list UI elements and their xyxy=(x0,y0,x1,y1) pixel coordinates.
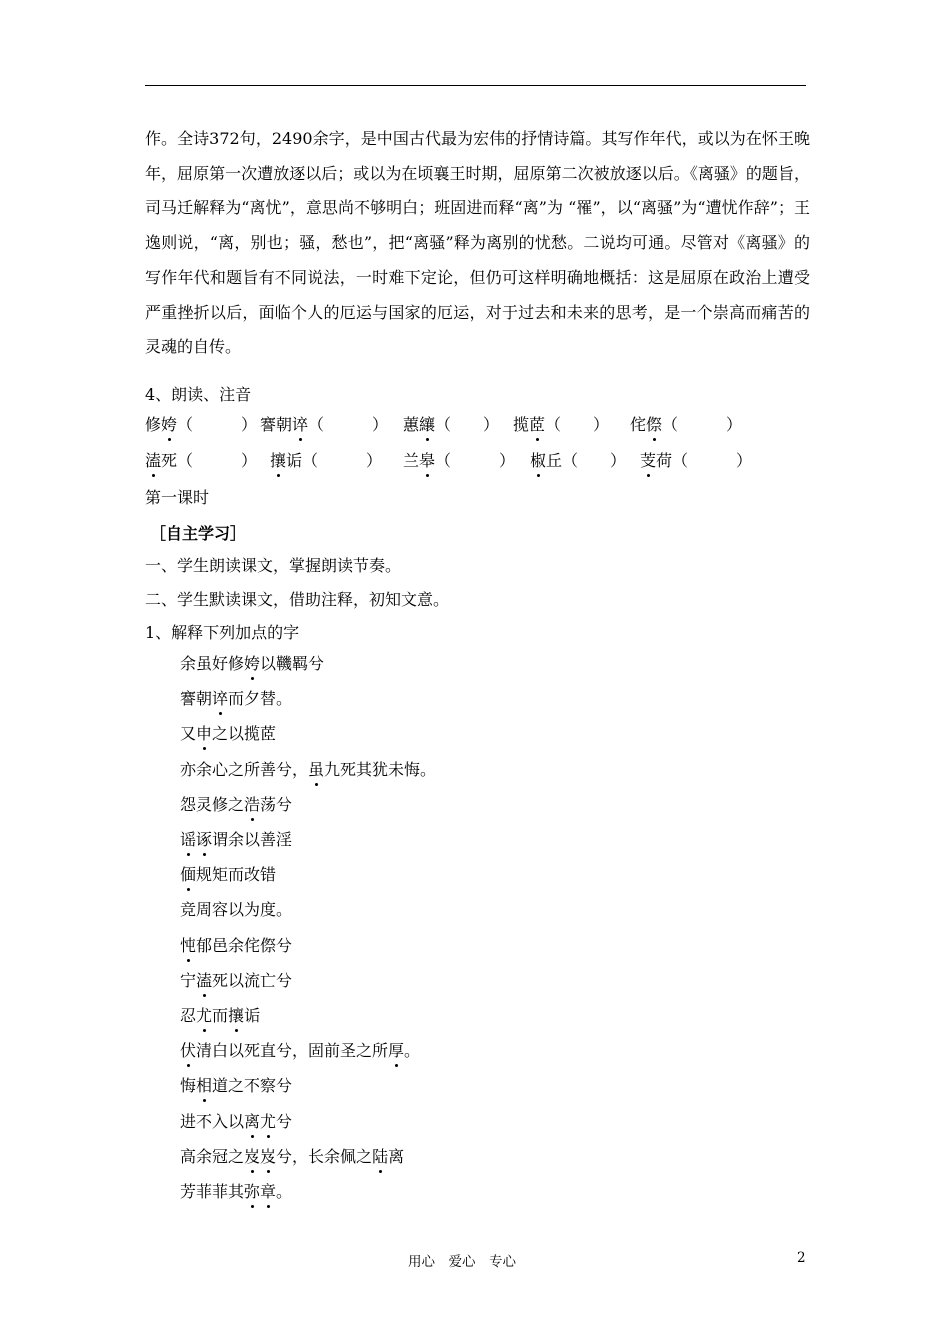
pinyin-item xyxy=(530,451,626,471)
text-segment: 荷 xyxy=(656,451,673,470)
text-segment: 离 xyxy=(388,1146,405,1166)
dotted-char: 芰 xyxy=(640,451,657,470)
text-segment: 道之不察兮 xyxy=(212,1076,293,1096)
dotted-char: 谣 xyxy=(180,830,197,849)
text-segment: 余虽好修 xyxy=(180,654,245,673)
verse-line xyxy=(180,1112,292,1132)
dotted-char: 傺 xyxy=(646,415,663,434)
text-segment: 亦余心之所善兮， xyxy=(180,759,309,779)
verse-line xyxy=(180,1006,260,1026)
text-segment: 悔 xyxy=(180,1076,197,1096)
dotted-char: 溘 xyxy=(145,451,162,470)
text-segment: 。 xyxy=(404,1041,421,1061)
text-segment: 宁 xyxy=(180,970,197,990)
text-segment: 又 xyxy=(180,724,197,744)
explain-heading: 1、解释下列加点的字 xyxy=(145,623,300,642)
verse-line xyxy=(180,830,292,850)
text-segment: 郁邑余侘傺兮 xyxy=(196,935,293,955)
intro-paragraph: 作。全诗372句，2490余字，是中国古代最为宏伟的抒情诗篇。其写作年代，或以为在怀王晚年，屈原第一次遭放逐以后；或以为在顷襄王时期，屈原第二次被放逐以后。《离骚》的题旨，司马迁解释为“离忧”，意思尚不够明白；班固进而释“离”为 “罹”，以“离骚”为“遭忧作辞”；王逸则说，“离，别也；骚，愁也”，把“离骚”释为离别的忧愁。二说均可通。尽管对《离骚》的写作年代和题旨有不同说法，一时难下定论，但仍可这样明确地概括：这是屈原在政治上遭受严重挫折以后，面临个人的厄运与国家的厄运，对于过去和未来的思考，是一个崇高而痛苦的灵魂的自传。 xyxy=(145,129,810,357)
text-segment: 谓余以善淫 xyxy=(212,830,293,849)
answer-blank: （ ） xyxy=(177,451,258,470)
verse-line xyxy=(180,760,436,780)
dotted-char: 攘 xyxy=(270,451,287,470)
text-segment: 兰 xyxy=(403,451,420,470)
answer-blank: （ ） xyxy=(662,415,743,434)
dotted-char: 尤 xyxy=(196,1006,213,1025)
pinyin-item xyxy=(640,451,752,471)
text-segment: 芳菲菲其 xyxy=(180,1182,245,1201)
text-segment: 九死其犹未悔。 xyxy=(324,759,437,779)
verse-line xyxy=(180,724,276,744)
text-segment: 之以揽茝 xyxy=(212,724,277,744)
text-segment: 而夕替。 xyxy=(228,689,293,709)
verse-line xyxy=(180,1076,292,1096)
text-segment: 荡兮 xyxy=(260,794,293,814)
answer-blank: （ ） xyxy=(435,415,500,434)
dotted-char: 离 xyxy=(244,1111,261,1131)
answer-blank: （ ） xyxy=(435,451,516,470)
lesson-title: 第一课时 xyxy=(145,488,210,507)
verse-line xyxy=(180,1147,404,1167)
dotted-char: 相 xyxy=(196,1076,213,1096)
answer-blank: （ ） xyxy=(308,415,389,434)
text-segment: 而 xyxy=(212,1006,229,1025)
dotted-char: 申 xyxy=(196,724,213,744)
text-segment: 丘 xyxy=(546,451,563,470)
dotted-char: 尤 xyxy=(260,1111,277,1131)
text-segment: 诟 xyxy=(286,451,303,470)
dotted-char: 溘 xyxy=(196,970,213,990)
page-number: 2 xyxy=(797,1250,806,1266)
verse-line xyxy=(180,689,292,709)
text-segment: 死 xyxy=(161,451,178,470)
pinyin-item xyxy=(513,415,609,435)
dotted-char: 忳 xyxy=(180,935,197,955)
verse-line xyxy=(180,971,292,991)
dotted-char: 茝 xyxy=(529,415,546,434)
dotted-char: 偭 xyxy=(180,865,197,885)
dotted-char: 谇 xyxy=(212,689,229,709)
dotted-char: 椒 xyxy=(530,451,547,470)
verse-line xyxy=(180,865,276,885)
text-segment: 进不入以 xyxy=(180,1111,245,1131)
text-segment: 清白以死直兮，固前圣之所 xyxy=(196,1041,389,1061)
pinyin-item xyxy=(145,415,257,435)
step-two: 二、学生默读课文，借助注释，初知文意。 xyxy=(145,590,450,609)
self-study-label: ［自主学习］ xyxy=(150,524,247,543)
verse-line xyxy=(180,900,292,920)
dotted-char: 浩 xyxy=(244,794,261,814)
dotted-char: 弥 xyxy=(244,1182,261,1201)
pinyin-item xyxy=(403,415,499,435)
text-segment: 规矩而改错 xyxy=(196,865,277,885)
dotted-char: 章 xyxy=(260,1182,277,1201)
dotted-char: 姱 xyxy=(161,415,178,434)
pinyin-item xyxy=(630,415,742,435)
dotted-char: 岌 xyxy=(244,1146,261,1166)
text-segment: 怨灵修之 xyxy=(180,794,245,814)
verse-line xyxy=(180,1041,420,1061)
text-segment: 忍 xyxy=(180,1006,197,1025)
dotted-char: 虽 xyxy=(308,759,325,779)
pinyin-item xyxy=(403,451,515,471)
text-segment: 修 xyxy=(145,415,162,434)
text-segment: 兮，长余佩之 xyxy=(276,1146,373,1166)
text-segment: 。 xyxy=(276,1182,293,1201)
answer-blank: （ ） xyxy=(672,451,753,470)
dotted-char: 纕 xyxy=(419,415,436,434)
text-segment: 竞周容以为度。 xyxy=(180,900,293,920)
answer-blank: （ ） xyxy=(562,451,627,470)
text-segment: 揽 xyxy=(513,415,530,434)
verse-line xyxy=(180,936,292,956)
pinyin-item xyxy=(270,451,382,471)
text-segment: 高余冠之 xyxy=(180,1146,245,1166)
text-segment: 诟 xyxy=(244,1006,261,1025)
pinyin-item xyxy=(260,415,388,435)
verse-line xyxy=(180,654,324,674)
reading-heading: 4、朗读、注音 xyxy=(145,385,252,404)
dotted-char: 厚 xyxy=(388,1041,405,1061)
answer-blank: （ ） xyxy=(545,415,610,434)
text-segment: 謇朝 xyxy=(180,689,213,709)
dotted-char: 陆 xyxy=(372,1146,389,1166)
footer-motto: 用心 爱心 专心 xyxy=(408,1254,516,1270)
verse-line xyxy=(180,795,292,815)
dotted-char: 谇 xyxy=(292,415,309,434)
text-segment: 以鞿羁兮 xyxy=(260,654,325,673)
text-segment: 兮 xyxy=(276,1111,293,1131)
text-segment: 謇朝 xyxy=(260,415,293,434)
dotted-char: 攘 xyxy=(228,1006,245,1025)
text-segment: 侘 xyxy=(630,415,647,434)
text-segment: 死以流亡兮 xyxy=(212,970,293,990)
dotted-char: 岌 xyxy=(260,1146,277,1166)
verse-line xyxy=(180,1182,292,1202)
pinyin-item xyxy=(145,451,257,471)
dotted-char: 姱 xyxy=(244,654,261,673)
dotted-char: 诼 xyxy=(196,830,213,849)
answer-blank: （ ） xyxy=(302,451,383,470)
answer-blank: （ ） xyxy=(177,415,258,434)
step-one: 一、学生朗读课文，掌握朗读节奏。 xyxy=(145,556,402,575)
dotted-char: 皋 xyxy=(419,451,436,470)
header-rule xyxy=(145,85,806,86)
text-segment: 蕙 xyxy=(403,415,420,434)
dotted-char: 伏 xyxy=(180,1041,197,1061)
